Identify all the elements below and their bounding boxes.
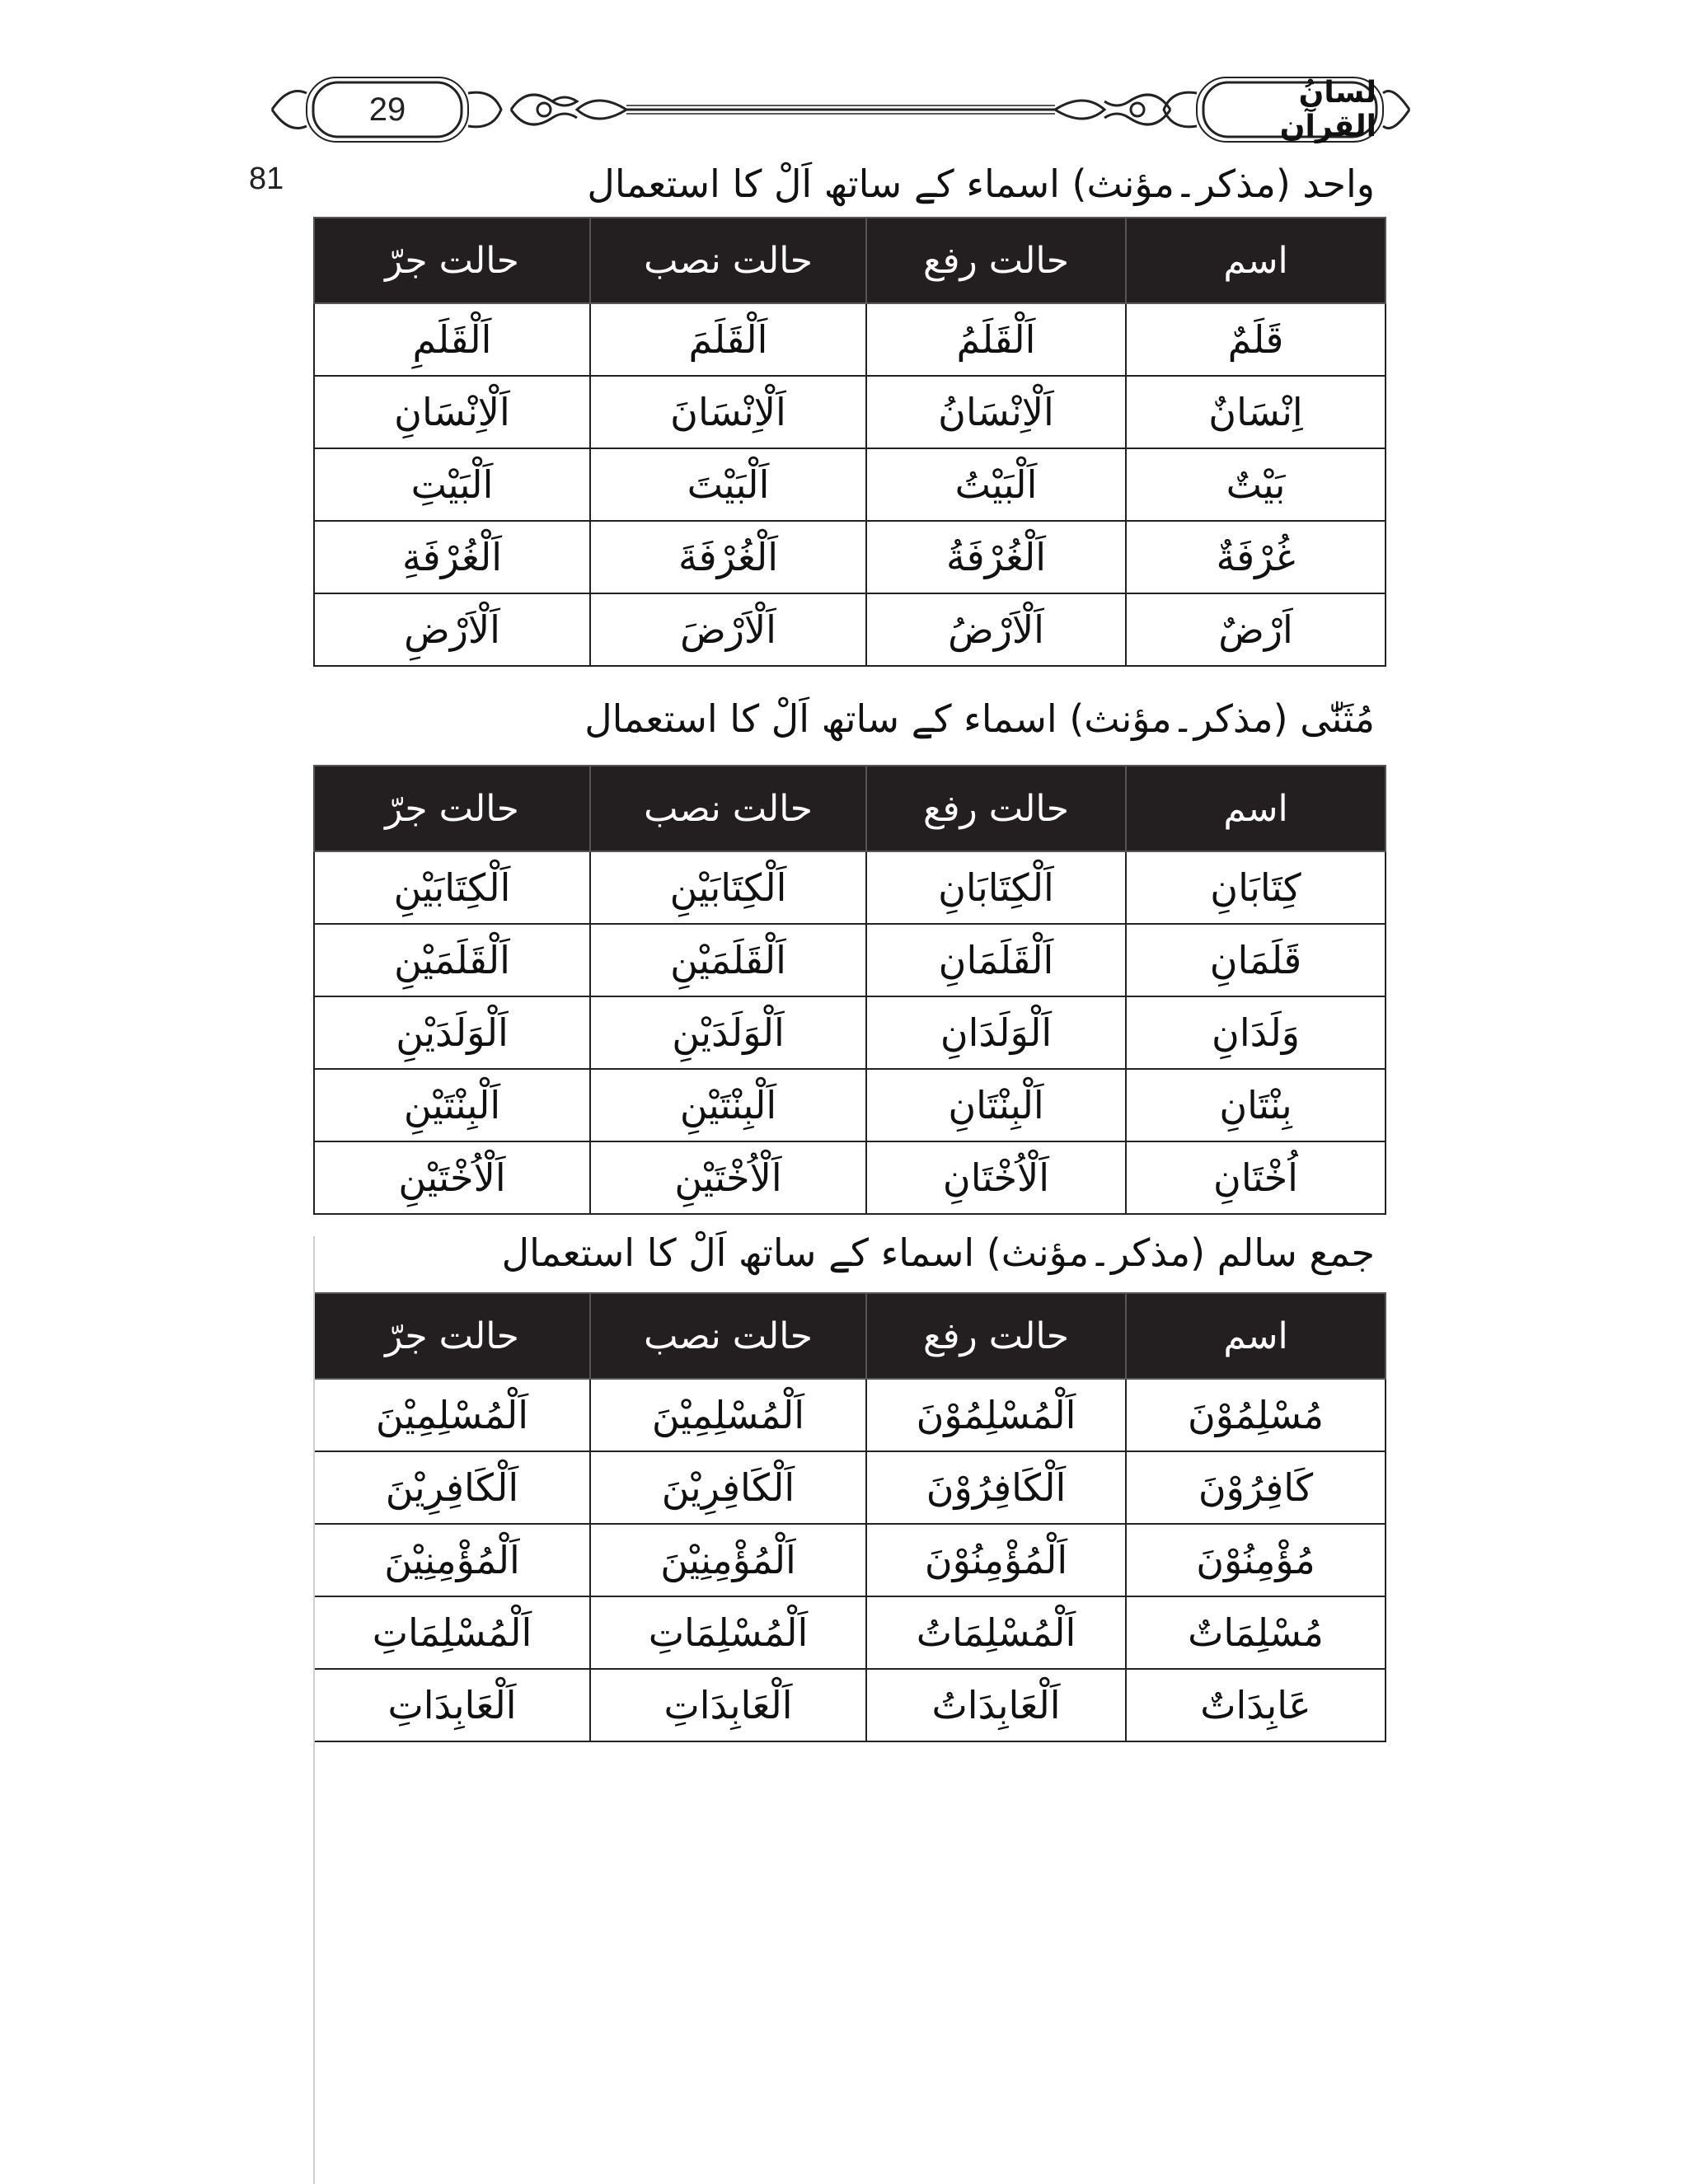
table-cell: مُسْلِمَاتٌ [1126,1596,1386,1669]
page-edge-line [313,1236,315,2184]
table-cell: اَلْغُرْفَةِ [314,521,590,593]
table-cell: اَلْمُسْلِمِيْنَ [590,1379,866,1451]
table-cell: اَلْكِتَابَيْنِ [590,851,866,924]
table-cell: اَلْبِنْتَيْنِ [314,1069,590,1141]
table-cell: عَابِدَاتٌ [1126,1669,1386,1741]
table-cell: اَلْكَافِرِيْنَ [314,1451,590,1524]
table-row [314,448,1386,521]
table-cell: اَلْاَرْضَ [590,593,866,666]
table-cell: اَلْكِتَابَيْنِ [314,851,590,924]
book-title: لسانُ القرآن [1279,76,1376,143]
table-cell: اِنْسَانٌ [1126,376,1386,448]
table-cell: قَلَمَانِ [1126,924,1386,996]
table-cell: غُرْفَةٌ [1126,521,1386,593]
column-header-noun: اسم [1126,766,1386,851]
column-header-accusative: حالت نصب [590,1293,866,1379]
table-cell: اَرْضٌ [1126,593,1386,666]
table-singular [313,217,1386,667]
column-header-genitive: حالت جرّ [314,766,590,851]
table-cell: اَلْوَلَدَيْنِ [314,996,590,1069]
table-row [314,1451,1386,1524]
table-row [314,924,1386,996]
table-cell: اَلْمُؤْمِنُوْنَ [866,1524,1126,1596]
table-cell: اَلْغُرْفَةُ [866,521,1126,593]
table-row [314,1379,1386,1451]
table-row [314,1141,1386,1214]
section-title-dual: مُثَنّٰی (مذکر۔مؤنث) اسماء کے ساتھ اَلْ کا استعمال [584,696,1375,741]
table-cell: اَلْمُسْلِمَاتِ [590,1596,866,1669]
header-page-number: 29 [368,91,406,128]
table-cell: اَلْاَرْضُ [866,593,1126,666]
table-cell: اَلْبِنْتَيْنِ [590,1069,866,1141]
table-cell: اَلْاُخْتَانِ [866,1141,1126,1214]
table-cell: وَلَدَانِ [1126,996,1386,1069]
table-cell: اَلْقَلَمَيْنِ [314,924,590,996]
table-dual [313,765,1386,1215]
side-page-number: 81 [249,162,284,196]
table-cell: اَلْقَلَمُ [866,303,1126,376]
column-header-noun: اسم [1126,218,1386,303]
table-cell: اَلْمُسْلِمِيْنَ [314,1379,590,1451]
column-header-nominative: حالت رفع [866,218,1126,303]
table-row [314,1596,1386,1669]
section-title-sound-plural: جمع سالم (مذکر۔مؤنث) اسماء کے ساتھ اَلْ کا استعمال [501,1230,1375,1275]
page-header [264,74,1418,145]
table-cell: قَلَمٌ [1126,303,1386,376]
table-cell: اَلْاَرْضِ [314,593,590,666]
table-cell: اَلْعَابِدَاتِ [590,1669,866,1741]
table-sound-plural [313,1292,1386,1742]
table-cell: كِتَابَانِ [1126,851,1386,924]
column-header-accusative: حالت نصب [590,218,866,303]
column-header-noun: اسم [1126,1293,1386,1379]
table-cell: اَلْكَافِرُوْنَ [866,1451,1126,1524]
table-cell: اَلْعَابِدَاتِ [314,1669,590,1741]
table-cell: اَلْقَلَمَ [590,303,866,376]
table-row [314,1069,1386,1141]
table-cell: اَلْمُؤْمِنِيْنَ [590,1524,866,1596]
table-cell: اَلْوَلَدَانِ [866,996,1126,1069]
table-row [314,303,1386,376]
table-cell: اَلْعَابِدَاتُ [866,1669,1126,1741]
table-cell: اَلْبَيْتِ [314,448,590,521]
column-header-genitive: حالت جرّ [314,1293,590,1379]
table-cell: بَيْتٌ [1126,448,1386,521]
table-cell: اُخْتَانِ [1126,1141,1386,1214]
table-cell: اَلْقَلَمَانِ [866,924,1126,996]
table-row [314,376,1386,448]
table-row [314,851,1386,924]
table-cell: اَلْقَلَمَيْنِ [590,924,866,996]
table-cell: اَلْوَلَدَيْنِ [590,996,866,1069]
table-cell: اَلْاُخْتَيْنِ [314,1141,590,1214]
table-cell: مُسْلِمُوْنَ [1126,1379,1386,1451]
section-title-singular: واحد (مذکر۔مؤنث) اسماء کے ساتھ اَلْ کا استعمال [587,162,1375,206]
table-cell: كَافِرُوْنَ [1126,1451,1386,1524]
table-cell: اَلْكِتَابَانِ [866,851,1126,924]
table-cell: اَلْقَلَمِ [314,303,590,376]
table-cell: اَلْاِنْسَانُ [866,376,1126,448]
table-row [314,1669,1386,1741]
table-cell: اَلْبَيْتَ [590,448,866,521]
table-row [314,593,1386,666]
table-cell: اَلْمُسْلِمَاتُ [866,1596,1126,1669]
column-header-accusative: حالت نصب [590,766,866,851]
table-cell: اَلْمُسْلِمُوْنَ [866,1379,1126,1451]
table-cell: اَلْغُرْفَةَ [590,521,866,593]
column-header-nominative: حالت رفع [866,766,1126,851]
table-cell: اَلْبَيْتُ [866,448,1126,521]
table-row [314,1524,1386,1596]
table-cell: مُؤْمِنُوْنَ [1126,1524,1386,1596]
table-cell: اَلْاُخْتَيْنِ [590,1141,866,1214]
table-cell: اَلْاِنْسَانَ [590,376,866,448]
table-row [314,521,1386,593]
table-cell: اَلْبِنْتَانِ [866,1069,1126,1141]
table-cell: اَلْكَافِرِيْنَ [590,1451,866,1524]
column-header-nominative: حالت رفع [866,1293,1126,1379]
table-cell: اَلْمُسْلِمَاتِ [314,1596,590,1669]
column-header-genitive: حالت جرّ [314,218,590,303]
table-cell: اَلْمُؤْمِنِيْنَ [314,1524,590,1596]
table-cell: اَلْاِنْسَانِ [314,376,590,448]
table-row [314,996,1386,1069]
table-cell: بِنْتَانِ [1126,1069,1386,1141]
